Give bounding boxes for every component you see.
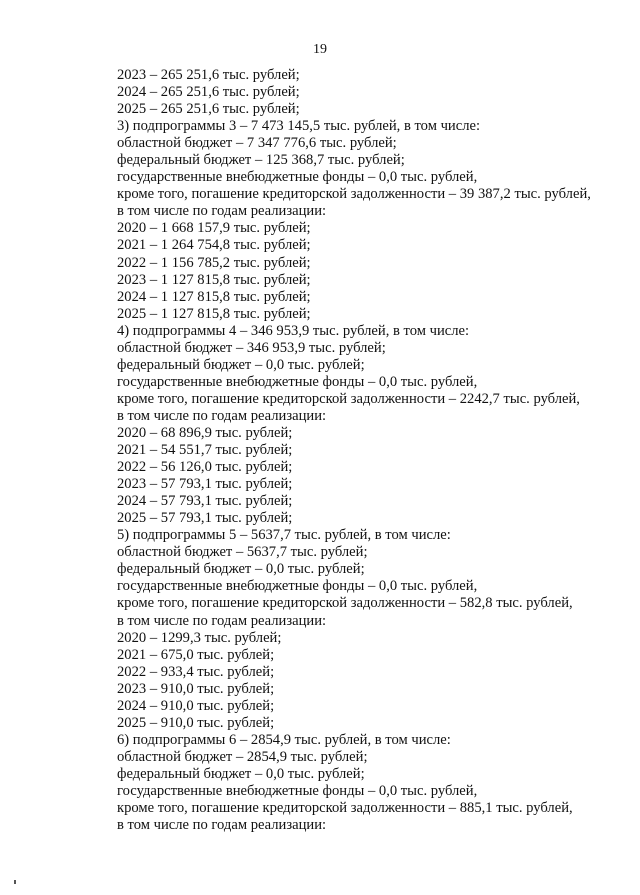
text-line: 2024 – 57 793,1 тыс. рублей; [117,493,293,510]
text-line: федеральный бюджет – 0,0 тыс. рублей; [117,561,365,578]
text-line: кроме того, погашение кредиторской задолженности – 582,8 тыс. рублей, [117,595,573,612]
text-line: 2020 – 1 668 157,9 тыс. рублей; [117,220,311,237]
text-line: областной бюджет – 346 953,9 тыс. рублей; [117,339,386,356]
text-line: 5) подпрограммы 5 – 5637,7 тыс. рублей, в том числе: [117,527,451,544]
text-line: кроме того, погашение кредиторской задолженности – 39 387,2 тыс. рублей, [117,186,591,203]
text-line: федеральный бюджет – 125 368,7 тыс. рублей; [117,152,405,169]
text-line: в том числе по годам реализации: [117,407,327,424]
text-line: 2025 – 910,0 тыс. рублей; [117,714,275,731]
text-line: 2024 – 1 127 815,8 тыс. рублей; [117,288,311,305]
text-line: кроме того, погашение кредиторской задолженности – 2242,7 тыс. рублей, [117,390,580,407]
text-line: 2022 – 1 156 785,2 тыс. рублей; [117,254,311,271]
text-line: кроме того, погашение кредиторской задолженности – 885,1 тыс. рублей, [117,800,573,817]
text-line: 2024 – 265 251,6 тыс. рублей; [117,84,300,101]
text-line: 2020 – 68 896,9 тыс. рублей; [117,424,293,441]
text-line: областной бюджет – 7 347 776,6 тыс. рублей; [117,135,397,152]
text-line: 2021 – 675,0 тыс. рублей; [117,646,275,663]
text-line: в том числе по годам реализации: [117,203,327,220]
text-line: 2025 – 1 127 815,8 тыс. рублей; [117,305,311,322]
text-line: 2025 – 265 251,6 тыс. рублей; [117,101,300,118]
text-line: 2022 – 56 126,0 тыс. рублей; [117,459,293,476]
page-number: 19 [313,42,327,57]
text-line: 2022 – 933,4 тыс. рублей; [117,663,275,680]
text-line: 2023 – 1 127 815,8 тыс. рублей; [117,271,311,288]
text-line: 2021 – 54 551,7 тыс. рублей; [117,442,293,459]
text-line: 3) подпрограммы 3 – 7 473 145,5 тыс. рублей, в том числе: [117,118,481,135]
text-line: областной бюджет – 2854,9 тыс. рублей; [117,748,368,765]
text-line: в том числе по годам реализации: [117,817,327,834]
document-body [117,67,617,834]
text-line: 2025 – 57 793,1 тыс. рублей; [117,510,293,527]
text-line: 2023 – 910,0 тыс. рублей; [117,680,275,697]
text-line: государственные внебюджетные фонды – 0,0 тыс. рублей, [117,169,478,186]
text-line: в том числе по годам реализации: [117,612,327,629]
text-line: 2023 – 265 251,6 тыс. рублей; [117,67,300,83]
text-line: 2021 – 1 264 754,8 тыс. рублей; [117,237,311,254]
text-line: 2023 – 57 793,1 тыс. рублей; [117,476,293,493]
text-line: 6) подпрограммы 6 – 2854,9 тыс. рублей, в том числе: [117,731,451,748]
text-line: областной бюджет – 5637,7 тыс. рублей; [117,544,368,561]
text-line: государственные внебюджетные фонды – 0,0 тыс. рублей, [117,782,478,799]
text-line: государственные внебюджетные фонды – 0,0 тыс. рублей, [117,373,478,390]
text-line: федеральный бюджет – 0,0 тыс. рублей; [117,356,365,373]
text-line: 4) подпрограммы 4 – 346 953,9 тыс. рублей, в том числе: [117,322,470,339]
scan-artifact [14,880,16,884]
text-line: 2020 – 1299,3 тыс. рублей; [117,629,282,646]
text-line: 2024 – 910,0 тыс. рублей; [117,697,275,714]
text-line: федеральный бюджет – 0,0 тыс. рублей; [117,765,365,782]
text-line: государственные внебюджетные фонды – 0,0 тыс. рублей, [117,578,478,595]
